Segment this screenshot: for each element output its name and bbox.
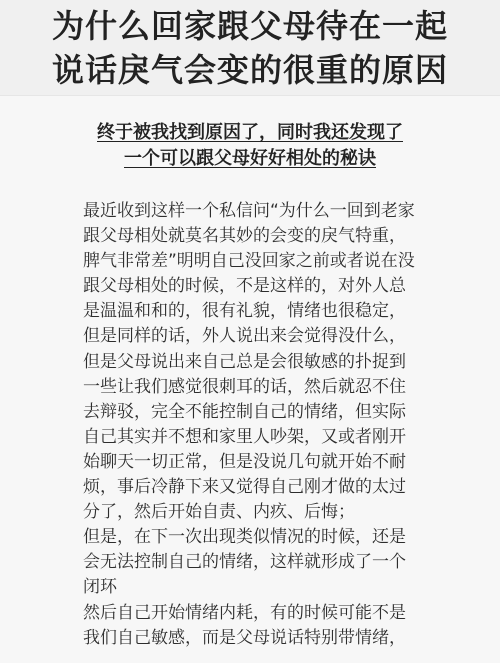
body-line: 但是，在下一次出现类似情况的时候，还是 (83, 527, 406, 548)
body-line: 跟父母相处的时候，不是这样的，对外人总 (83, 276, 406, 297)
body-line: 始聊天一切正常，但是没说几句就开始不耐 (83, 451, 406, 472)
body-line: 最近收到这样一个私信问“为什么一回到老家 (83, 201, 415, 221)
body-line: 分了，然后开始自责、内疚、后悔； (83, 502, 355, 523)
body-line: 但是父母说出来自己总是会很敏感的扑捉到 (83, 351, 406, 372)
body-line: 我们自己敏感，而是父母说话特别带情绪， (83, 627, 406, 648)
body-line: 是温温和和的，很有礼貌，情绪也很稳定， (83, 301, 406, 322)
body-line: 去辩驳，完全不能控制自己的情绪，但实际 (83, 401, 406, 422)
title-line-2: 说话戾气会变的很重的原因 (51, 51, 448, 89)
body-line: 然后自己开始情绪内耗，有的时候可能不是 (83, 602, 406, 623)
title-line-1: 为什么回家跟父母待在一起 (51, 7, 448, 45)
body-line: 脾气非常差”明明自己没回家之前或者说在没 (83, 251, 415, 272)
subtitle-line-1: 终于被我找到原因了，同时我还发现了 (97, 122, 403, 143)
subtitle-line-2: 一个可以跟父母好好相处的秘诀 (124, 148, 376, 169)
body-line: 烦，事后冷静下来又觉得自己刚才做的太过 (83, 477, 406, 498)
subtitle (0, 120, 500, 172)
body-line: 会无法控制自己的情绪，这样就形成了一个 (83, 552, 406, 573)
body-line: 但是同样的话，外人说出来会觉得没什么， (83, 326, 406, 347)
article-body (83, 199, 423, 651)
body-line: 闭环 (83, 577, 117, 598)
title-banner (0, 0, 500, 96)
body-line: 自己其实并不想和家里人吵架，又或者刚开 (83, 426, 406, 447)
body-line: 一些让我们感觉很刺耳的话，然后就忍不住 (83, 376, 406, 397)
body-line: 跟父母相处就莫名其妙的会变的戾气特重， (83, 226, 406, 247)
